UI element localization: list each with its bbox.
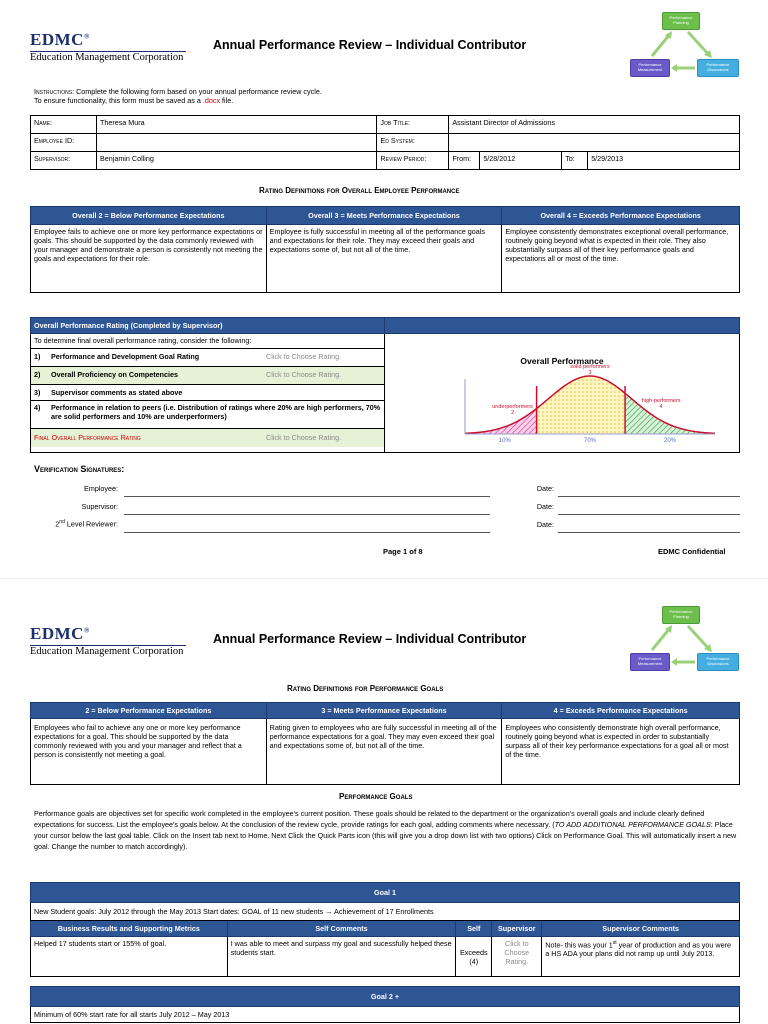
- logo-subtitle-page2: Education Management Corporation: [30, 646, 184, 657]
- final-rating-label: Final Overall Performance Rating: [34, 433, 141, 442]
- performance-cycle-graphic: [630, 12, 740, 80]
- overall-rating-intro: To determine final overall performance rating, consider the following:: [31, 334, 384, 349]
- cycle-planning-box: Performance Planning: [662, 12, 700, 30]
- goal-1-table: [30, 882, 740, 977]
- criteria-item-4: [31, 401, 384, 429]
- supervisor-signature-line[interactable]: [124, 514, 490, 515]
- goal-rating-definitions-table: [30, 702, 740, 785]
- reviewer-date-line[interactable]: [558, 532, 740, 533]
- performance-goals-title: Performance Goals: [339, 792, 413, 801]
- to-date-field[interactable]: 5/29/2013: [588, 152, 740, 170]
- to-label: To:: [562, 152, 588, 170]
- chart-title: Overall Performance: [520, 356, 604, 366]
- supervisor-date-line[interactable]: [558, 514, 740, 515]
- goal-2-header: 2 = Below Performance Expectations: [31, 703, 267, 719]
- final-rating-row: [31, 429, 384, 447]
- instructions-line2-suffix: file.: [222, 96, 234, 105]
- instructions-line2-prefix: To ensure functionality, this form must be saved as a: [34, 96, 201, 105]
- criteria-num-2: 2): [34, 370, 41, 379]
- goal-2-description[interactable]: Minimum of 60% start rate for all starts July 2012 – May 2013: [31, 1007, 740, 1023]
- criteria-num-4: 4): [34, 403, 41, 412]
- goal-3-header: 3 = Meets Performance Expectations: [266, 703, 502, 719]
- solid-performers-percent: 70%: [583, 438, 597, 444]
- performance-goals-instructions: Performance goals are objectives set for specific work completed in the employee's current position. These goals should be related to the department or the organization's overall goals and include clearly defined expectations for success. List the employee's goals below. At the conclusion of the review cycle, provide ratings for each goal, adding comments where necessary. (TO ADD ADDITIONAL PERFORMANCE GOALS: Place your cursor below the last goal table. Click on the Insert tab next to Home. Next Click the Quick Parts icon (this will give you a drop down list with two options) Click on Performance Goal. This will automatically insert a new goal. Change the number to match accordingly).: [34, 809, 737, 851]
- ed-system-label: Ed System:: [377, 134, 449, 152]
- edmc-logo: [30, 30, 186, 63]
- supervisor-comments-column-header: Supervisor Comments: [542, 921, 740, 937]
- employee-date-line[interactable]: [558, 496, 740, 497]
- overall-4-header: Overall 4 = Exceeds Performance Expectations: [502, 207, 740, 225]
- confidential-label: EDMC Confidential: [658, 547, 726, 556]
- name-label: Name:: [31, 116, 97, 134]
- cycle-discussions-box-page2: Performance Discussions: [697, 653, 739, 671]
- overall-3-header: Overall 3 = Meets Performance Expectations: [266, 207, 502, 225]
- logo-registered: ®: [83, 32, 90, 41]
- final-rating-picker[interactable]: Click to Choose Rating.: [266, 433, 342, 442]
- goal-rating-picker[interactable]: Click to Choose Rating.: [266, 352, 342, 361]
- employee-signature-label: Employee:: [84, 484, 118, 493]
- job-title-field[interactable]: Assistant Director of Admissions: [449, 116, 740, 134]
- high-performers-percent: 20%: [664, 438, 677, 444]
- supervisor-label: Supervisor:: [31, 152, 97, 170]
- cycle-planning-box-page2: Performance Planning: [662, 606, 700, 624]
- supervisor-field[interactable]: Benjamin Colling: [96, 152, 376, 170]
- solid-performers-rating: 3: [588, 370, 592, 376]
- high-performers-label: high-performers: [641, 398, 681, 404]
- underperformers-percent: 10%: [498, 438, 511, 444]
- goal-1-supervisor-rating-picker[interactable]: Click to Choose Rating.: [492, 937, 542, 977]
- goal-1-metrics[interactable]: Helped 17 students start or 155% of goal.: [31, 937, 228, 977]
- criteria-text-2: Overall Proficiency on Competencies: [51, 370, 179, 379]
- name-field[interactable]: Theresa Mura: [96, 116, 376, 134]
- page-break: [0, 578, 768, 579]
- cycle-measurement-box-page2: Performance Measurement: [630, 653, 670, 671]
- self-comments-column-header: Self Comments: [227, 921, 456, 937]
- edmc-logo-page2: [30, 624, 186, 657]
- supervisor-signature-label: Supervisor:: [81, 502, 118, 511]
- goal-2-header: Goal 2 +: [31, 987, 740, 1007]
- reviewer-signature-line[interactable]: [124, 532, 490, 533]
- ed-system-field[interactable]: [449, 134, 740, 152]
- criteria-text-3: Supervisor comments as stated above: [51, 388, 183, 397]
- job-title-label: Job Title:: [377, 116, 449, 134]
- page-title-page2: Annual Performance Review – Individual Contributor: [213, 632, 527, 646]
- goal-1-description[interactable]: New Student goals: July 2012 through the May 2013 Start dates: GOAL of 11 new students → Achievement of 17 Enrollments: [31, 903, 740, 921]
- reviewer-date-label: Date:: [536, 520, 554, 529]
- cycle-measurement-box: Performance Measurement: [630, 59, 670, 77]
- goal-1-supervisor-comments[interactable]: Note- this was your 1st year of production and as you were a HS ADA your plans did not ramp up until July 2013.: [542, 937, 740, 977]
- supervisor-rating-column-header: Supervisor: [492, 921, 542, 937]
- solid-performers-label: solid performers: [570, 364, 610, 370]
- goal-4-header: 4 = Exceeds Performance Expectations: [502, 703, 740, 719]
- overall-3-definition: Employee is fully successful in meeting all of the performance goals and expectations for their role. They may exceed their goals and expectations some of, but not all of the time.: [266, 225, 502, 293]
- criteria-item-3: [31, 385, 384, 401]
- overall-rating-table: [30, 317, 740, 453]
- underperformers-label: underperformers: [492, 404, 533, 410]
- employee-signature-line[interactable]: [124, 496, 490, 497]
- criteria-text-4: Performance in relation to peers (i.e. Distribution of ratings where 20% are high performers, 70% are solid performers and 10% are underperformers): [51, 403, 381, 421]
- employee-id-label: Employee ID:: [31, 134, 97, 152]
- logo-registered-page2: ®: [83, 626, 90, 635]
- page-number: Page 1 of 8: [383, 547, 423, 556]
- overall-4-definition: Employee consistently demonstrates exceptional overall performance, routinely going beyond what is expected in their role. They also substantially surpass all of their key performance goals and expectations all or most of the time.: [502, 225, 740, 293]
- from-date-field[interactable]: 5/28/2012: [480, 152, 562, 170]
- employee-date-label: Date:: [536, 484, 554, 493]
- cycle-discussions-box: Performance Discussions: [697, 59, 739, 77]
- overall-performance-chart-cell: [385, 334, 740, 453]
- cycle-arrows-icon: [630, 12, 740, 80]
- cycle-arrows-icon-page2: [630, 606, 740, 674]
- goal-4-definition: Employees who consistently demonstrate high overall performance, routinely going beyond what is expected in order to substantially surpass all of their key performance expectations for a goal all or most of the time.: [502, 719, 740, 785]
- overall-performance-chart: [385, 334, 739, 452]
- logo-main-text-page2: EDMC: [30, 624, 84, 643]
- self-rating-column-header: Self: [456, 921, 492, 937]
- overall-2-header: Overall 2 = Below Performance Expectations: [31, 207, 267, 225]
- from-label: From:: [449, 152, 480, 170]
- overall-rating-header: Overall Performance Rating (Completed by Supervisor): [31, 318, 385, 334]
- employee-info-table: [30, 115, 740, 170]
- goal-1-self-rating[interactable]: Exceeds (4): [456, 937, 492, 977]
- metrics-column-header: Business Results and Supporting Metrics: [31, 921, 228, 937]
- high-performers-rating: 4: [659, 404, 663, 410]
- criteria-item-2: [31, 367, 384, 385]
- overall-rating-definitions-title: Rating Definitions for Overall Employee Performance: [259, 186, 460, 195]
- page-title: Annual Performance Review – Individual Contributor: [213, 38, 527, 52]
- solid-performers-area: [537, 376, 625, 434]
- instructions: [34, 87, 734, 105]
- goal-2-table: [30, 986, 740, 1023]
- supervisor-date-label: Date:: [536, 502, 554, 511]
- docx-extension: .docx: [202, 96, 221, 105]
- performance-cycle-graphic-page2: [630, 606, 740, 674]
- instructions-line1: Complete the following form based on your annual performance review cycle.: [76, 87, 322, 96]
- overall-rating-criteria-cell: [31, 334, 385, 453]
- goal-3-definition: Rating given to employees who are fully successful in meeting all of the performance expectations for a goal. They may even exceed their goal and expectations some of, but not all of the time.: [266, 719, 502, 785]
- goal-1-self-comments[interactable]: I was able to meet and surpass my goal and sucessfully helped these students start.: [227, 937, 456, 977]
- underperformers-area: [465, 408, 537, 434]
- criteria-item-1: [31, 349, 384, 367]
- overall-rating-header-spacer: [385, 318, 740, 334]
- logo-main-text: EDMC: [30, 30, 84, 49]
- goal-1-header: Goal 1: [31, 883, 740, 903]
- employee-id-field[interactable]: [96, 134, 376, 152]
- reviewer-signature-label: 2nd Level Reviewer:: [55, 519, 118, 529]
- competency-rating-picker[interactable]: Click to Choose Rating.: [266, 370, 342, 379]
- criteria-text-1: Performance and Development Goal Rating: [51, 352, 200, 361]
- criteria-num-1: 1): [34, 352, 41, 361]
- verification-title: Verification Signatures:: [34, 464, 125, 474]
- logo-subtitle: Education Management Corporation: [30, 52, 184, 63]
- criteria-num-3: 3): [34, 388, 41, 397]
- overall-2-definition: Employee fails to achieve one or more key performance expectations or goals. This should be supported by the data commonly reviewed with your manager and demonstrate a person is consistently not meeting the goals and expectations for their role.: [31, 225, 267, 293]
- review-period-label: Review Period:: [377, 152, 449, 170]
- instructions-label: Instructions:: [34, 87, 75, 96]
- goal-2-definition: Employees who fail to achieve any one or more key performance expectations for a goal. This should be supported by the data commonly reviewed with you and your manager and reflect that a person is consistently not meeting a goal.: [31, 719, 267, 785]
- overall-rating-definitions-table: [30, 206, 740, 293]
- underperformers-rating: 2: [511, 410, 515, 416]
- goal-rating-definitions-title: Rating Definitions for Performance Goals: [287, 684, 444, 693]
